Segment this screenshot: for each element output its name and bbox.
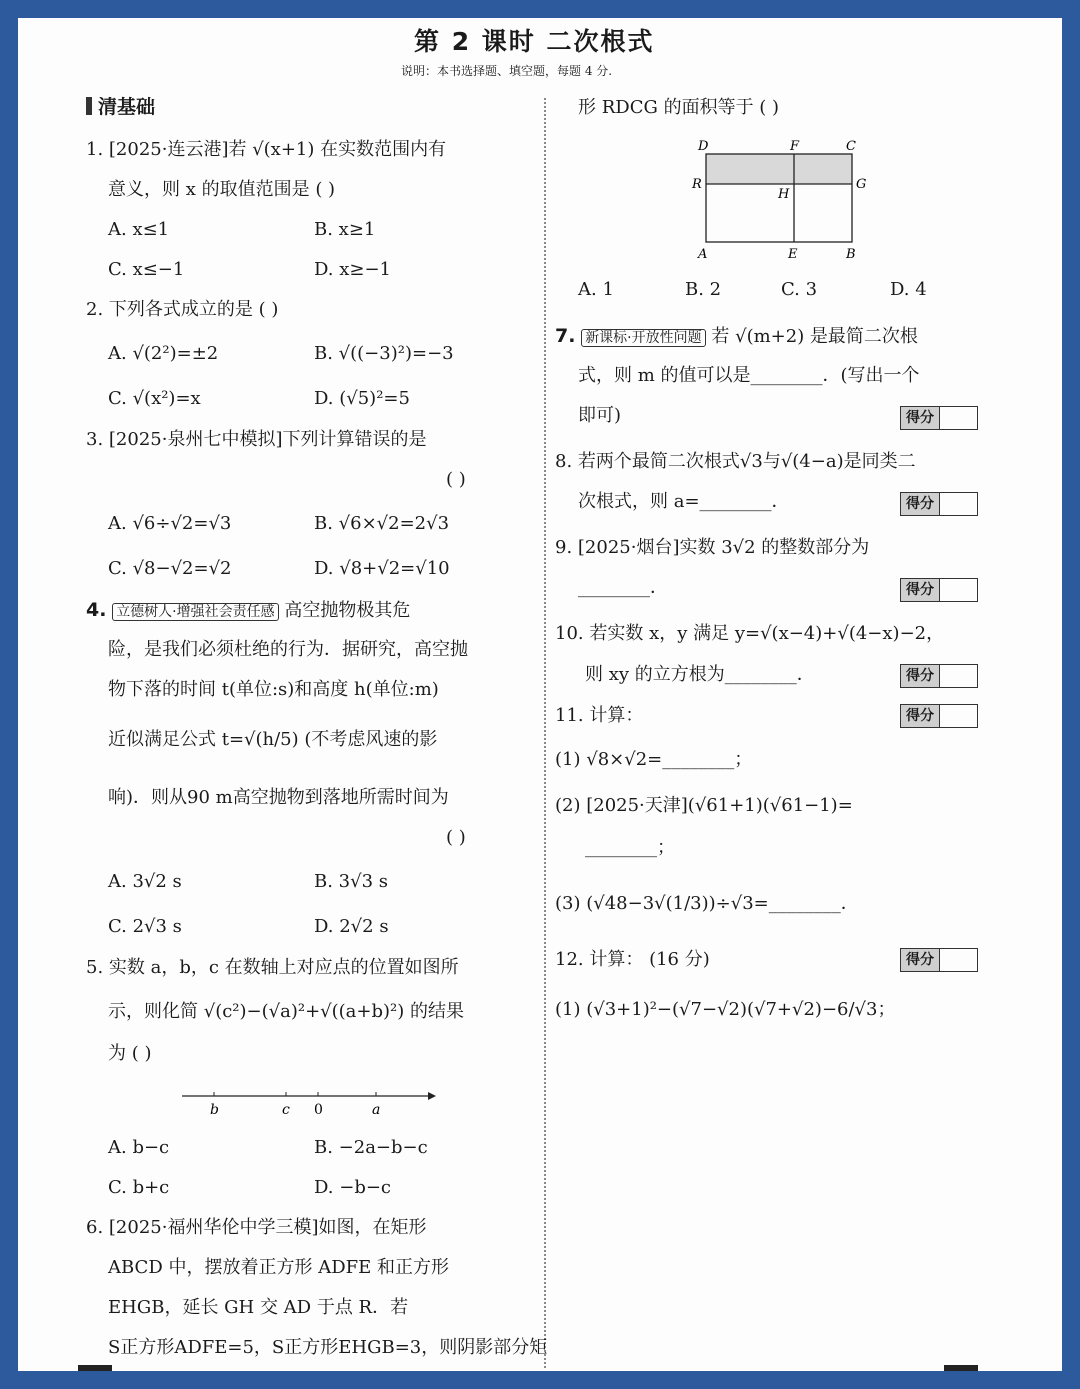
option-b: B. √((−3)²)=−3: [314, 343, 454, 364]
footer-bar: [944, 1365, 978, 1371]
vertex-g-label: G: [856, 177, 867, 192]
question-line: S正方形ADFE=5，S正方形EHGB=3，则阴影部分矩: [108, 1337, 548, 1358]
question-line: 11. 计算：: [555, 705, 644, 726]
question-text: 高空抛物极其危: [284, 600, 411, 621]
question-line: 险，是我们必须杜绝的行为．据研究，高空抛: [108, 639, 468, 660]
option-c: C. b+c: [108, 1177, 170, 1198]
vertex-f-label: F: [790, 139, 800, 154]
question-line: 式，则 m 的值可以是________．(写出一个: [578, 365, 920, 386]
question-line: 意义，则 x 的取值范围是 ( ): [108, 179, 336, 200]
section-bar-icon: [86, 97, 92, 115]
option-b: B. 3√3 s: [314, 871, 389, 892]
question-line: 次根式，则 a=________．: [578, 491, 790, 512]
score-box[interactable]: [900, 492, 978, 516]
option-b: B. x≥1: [314, 219, 376, 240]
point-zero-label: 0: [314, 1102, 323, 1118]
question-line: 1. [2025·连云港]若 √(x+1) 在实数范围内有: [86, 139, 447, 160]
question-line: ________．: [578, 577, 668, 598]
question-line: 即可): [578, 405, 622, 426]
vertex-a-label: A: [698, 247, 708, 262]
question-line: 9. [2025·烟台]实数 3√2 的整数部分为: [555, 537, 870, 558]
option-a: A. x≤1: [108, 219, 170, 240]
question-7-first-line: [555, 324, 918, 350]
option-a: A. √(2²)=±2: [108, 343, 219, 364]
question-line: (1) (√3+1)²−(√7−√2)(√7+√2)−6/√3；: [555, 999, 896, 1020]
question-line: (2) [2025·天津](√61+1)(√61−1)=: [555, 795, 853, 816]
score-box[interactable]: [900, 664, 978, 688]
option-d: D. 2√2 s: [314, 916, 389, 937]
score-label: 得分: [901, 579, 940, 601]
option-b: B. √6×√2=2√3: [314, 513, 450, 534]
question-text: 若 √(m+2) 是最简二次根: [711, 326, 918, 347]
question-line: 响)．则从90 m高空抛物到落地所需时间为: [108, 787, 449, 808]
option-c: C. 2√3 s: [108, 916, 182, 937]
question-line: 示，则化简 √(c²)−(√a)²+√((a+b)²) 的结果: [108, 1001, 464, 1022]
page-title: 第 2 课时 二次根式: [414, 27, 655, 56]
point-c-label: c: [282, 1102, 290, 1118]
question-number: 4.: [86, 599, 107, 621]
option-a: A. √6÷√2=√3: [108, 513, 232, 534]
rectangle-figure: [688, 136, 888, 266]
question-line: 近似满足公式 t=√(h/5) (不考虑风速的影: [108, 729, 438, 750]
question-number: 7.: [555, 325, 576, 347]
question-line: 则 xy 的立方根为________．: [585, 664, 815, 685]
option-a: A. 3√2 s: [108, 871, 182, 892]
question-line: ABCD 中，摆放着正方形 ADFE 和正方形: [108, 1257, 449, 1278]
question-line: 形 RDCG 的面积等于 ( ): [578, 97, 780, 118]
instruction-note: 说明：本书选择题、填空题，每题 4 分.: [401, 64, 613, 78]
vertex-r-label: R: [692, 177, 702, 192]
vertex-e-label: E: [788, 247, 798, 262]
vertex-h-label: H: [778, 187, 790, 202]
vertex-c-label: C: [846, 139, 856, 154]
option-a: A. b−c: [108, 1137, 170, 1158]
question-line: 6. [2025·福州华伦中学三模]如图，在矩形: [86, 1217, 427, 1238]
question-tag: 新课标·开放性问题: [581, 329, 705, 347]
question-line: (1) √8×√2=________；: [555, 749, 753, 770]
question-line: ________；: [585, 837, 675, 858]
question-line: 10. 若实数 x，y 满足 y=√(x−4)+√(4−x)−2，: [555, 623, 945, 644]
question-line: 物下落的时间 t(单位:s)和高度 h(单位:m): [108, 679, 439, 700]
option-d: D. x≥−1: [314, 259, 392, 280]
score-box[interactable]: [900, 948, 978, 972]
footer-bar: [78, 1365, 112, 1371]
option-d: D. √8+√2=√10: [314, 558, 450, 579]
option-d: D. −b−c: [314, 1177, 392, 1198]
question-line: EHGB，延长 GH 交 AD 于点 R．若: [108, 1297, 409, 1318]
question-line: 2. 下列各式成立的是 ( ): [86, 299, 279, 320]
option-d: D. (√5)²=5: [314, 388, 410, 409]
section-heading: [86, 92, 155, 119]
option-c: C. 3: [781, 279, 818, 300]
worksheet-page: [18, 18, 1062, 1371]
option-a: A. 1: [578, 279, 614, 300]
question-line: 为 ( ): [108, 1043, 152, 1064]
question-line: 5. 实数 a，b，c 在数轴上对应点的位置如图所: [86, 957, 459, 978]
question-line: 8. 若两个最简二次根式√3与√(4−a)是同类二: [555, 451, 916, 472]
option-b: B. −2a−b−c: [314, 1137, 428, 1158]
question-4-first-line: [86, 598, 410, 624]
answer-bracket: ( ): [446, 469, 466, 490]
score-label: 得分: [901, 407, 940, 429]
option-c: C. √(x²)=x: [108, 388, 201, 409]
column-divider: [544, 98, 546, 1368]
score-label: 得分: [901, 949, 940, 971]
point-a-label: a: [372, 1102, 381, 1118]
answer-bracket: ( ): [446, 827, 466, 848]
option-c: C. x≤−1: [108, 259, 185, 280]
question-tag: 立德树人·增强社会责任感: [112, 603, 278, 621]
option-b: B. 2: [685, 279, 722, 300]
question-line: 12. 计算： (16 分): [555, 949, 710, 970]
vertex-d-label: D: [698, 139, 709, 154]
question-line: (3) (√48−3√(1/3))÷√3=________．: [555, 893, 859, 914]
number-line-figure: [178, 1082, 448, 1122]
score-label: 得分: [901, 705, 940, 727]
point-b-label: b: [210, 1102, 219, 1118]
vertex-b-label: B: [846, 247, 856, 262]
score-label: 得分: [901, 493, 940, 515]
score-box[interactable]: [900, 406, 978, 430]
option-d: D. 4: [890, 279, 927, 300]
score-box[interactable]: [900, 704, 978, 728]
score-box[interactable]: [900, 578, 978, 602]
score-label: 得分: [901, 665, 940, 687]
question-line: 3. [2025·泉州七中模拟]下列计算错误的是: [86, 429, 427, 450]
option-c: C. √8−√2=√2: [108, 558, 232, 579]
section-label: 清基础: [98, 96, 156, 118]
